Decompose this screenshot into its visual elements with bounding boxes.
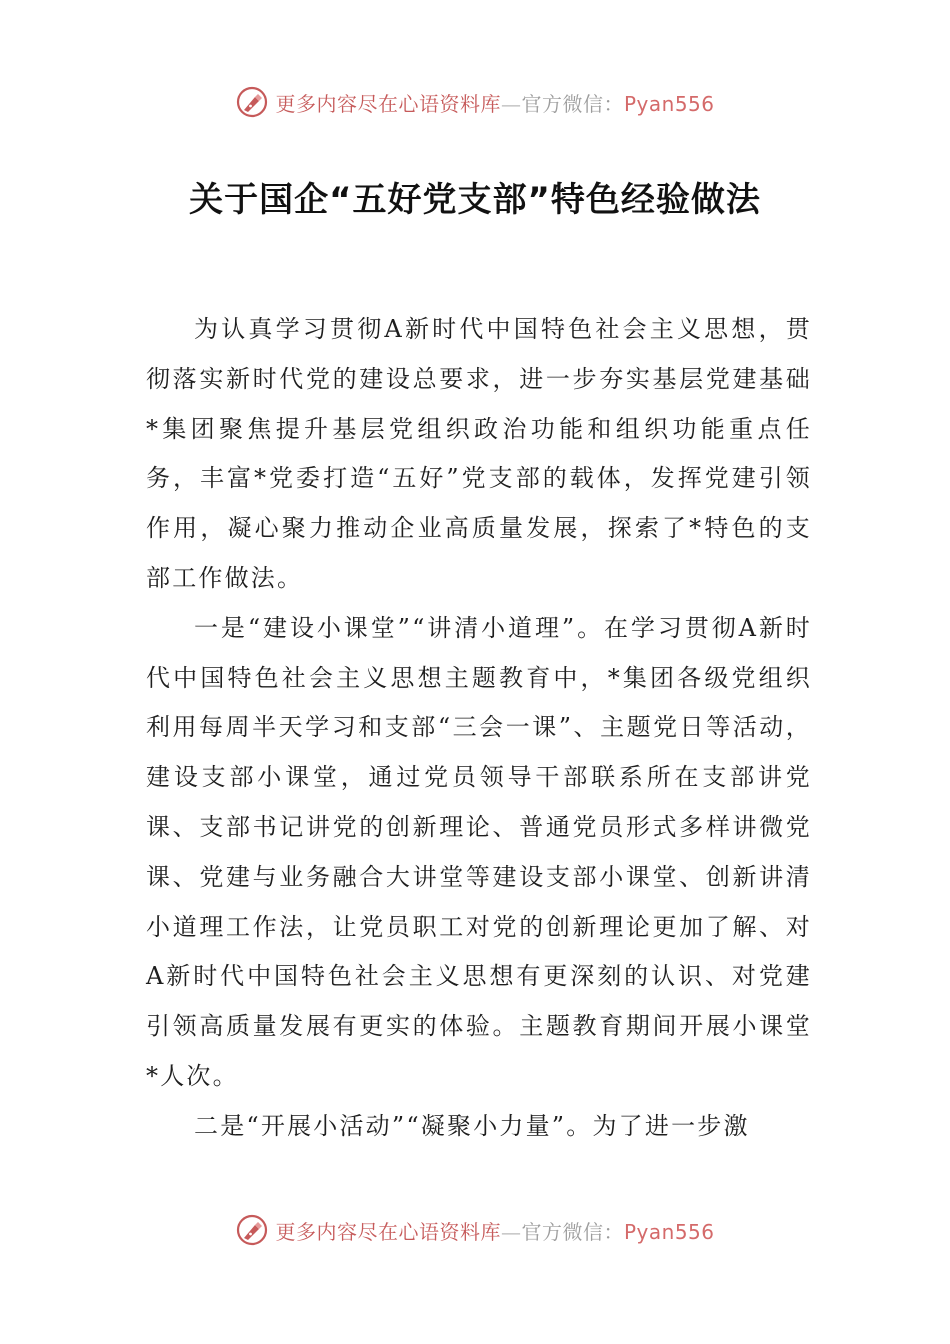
paragraph-intro: 为认真学习贯彻A新时代中国特色社会主义思想，贯彻落实新时代党的建设总要求，进一步夯实基层党建基础*集团聚焦提升基层党组织政治功能和组织功能重点任务，丰富*党委打造“五好”党支部的载体，发挥党建引领作用，凝心聚力推动企业高质量发展，探索了*特色的支部工作做法。 xyxy=(146,315,812,592)
paragraph-point-two: 二是“开展小活动”“凝聚小力量”。为了进一步激 xyxy=(194,1111,750,1140)
document-title: 关于国企“五好党支部”特色经验做法 xyxy=(189,180,761,220)
header-banner xyxy=(0,82,950,122)
header-contact-label: 官方微信： xyxy=(521,91,624,116)
footer-banner xyxy=(0,1210,950,1250)
pen-nib-logo-icon xyxy=(235,85,269,119)
header-contact-handle: Pyan556 xyxy=(623,91,715,116)
footer-promo-text: 更多内容尽在心语资料库 xyxy=(275,1219,501,1244)
footer-separator: — xyxy=(500,1219,522,1244)
header-promo-text: 更多内容尽在心语资料库 xyxy=(275,91,501,116)
footer-contact-label: 官方微信： xyxy=(521,1219,624,1244)
pen-nib-logo-icon xyxy=(235,1213,269,1247)
footer-contact-handle: Pyan556 xyxy=(623,1219,715,1244)
paragraph-point-one: 一是“建设小课堂”“讲清小道理”。在学习贯彻A新时代中国特色社会主义思想主题教育中，*集团各级党组织利用每周半天学习和支部“三会一课”、主题党日等活动，建设支部小课堂，通过党员领导干部联系所在支部讲党课、支部书记讲党的创新理论、普通党员形式多样讲微党课、党建与业务融合大讲堂等建设支部小课堂、创新讲清小道理工作法，让党员职工对党的创新理论更加了解、对A新时代中国特色社会主义思想有更深刻的认识、对党建引领高质量发展有更实的体验。主题教育期间开展小课堂*人次。 xyxy=(146,613,812,1090)
header-separator: — xyxy=(500,91,522,116)
document-body xyxy=(146,305,812,1152)
